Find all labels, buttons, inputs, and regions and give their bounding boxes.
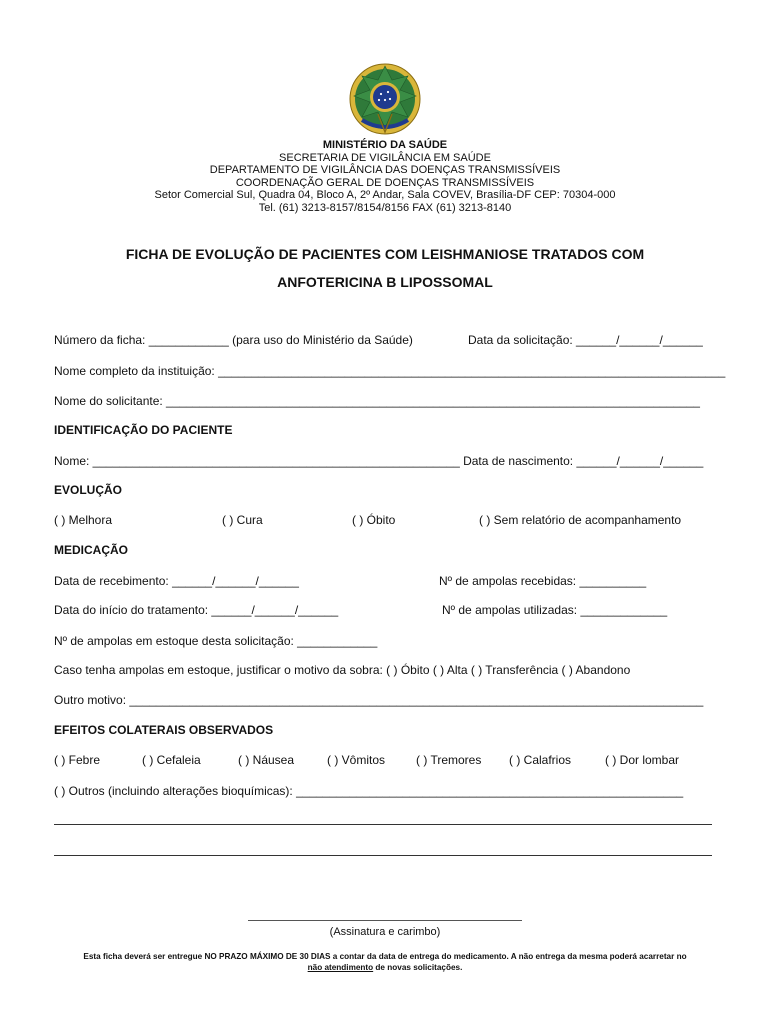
ministry-header xyxy=(0,139,770,215)
brazil-coat-of-arms-seal xyxy=(348,62,422,136)
checkbox-vomitos[interactable]: ( ) Vômitos xyxy=(327,753,386,767)
data-inicio-field[interactable]: Data do início do tratamento: ______/______/______ xyxy=(54,603,339,617)
blank-line-2[interactable] xyxy=(54,855,712,856)
data-recebimento-field[interactable]: Data de recebimento: ______/______/______ xyxy=(54,574,299,588)
instituicao-field[interactable]: Nome completo da instituição: ____________________________________________________________________________ xyxy=(54,364,726,378)
outros-efeitos-field[interactable]: ( ) Outros (incluindo alterações bioquímicas): __________________________________________________________ xyxy=(54,784,684,798)
header-phone: Tel. (61) 3213-8157/8154/8156 FAX (61) 3213-8140 xyxy=(258,201,512,214)
header-coordination: COORDENAÇÃO GERAL DE DOENÇAS TRANSMISSÍVEIS xyxy=(235,176,535,189)
footer-text-1: Esta ficha deverá ser entregue NO PRAZO MÁXIMO DE 30 DIAS a contar da data de entrega do medicamento. A não entrega da mesma poderá acarretar no xyxy=(83,952,687,961)
header-secretariat: SECRETARIA DE VIGILÂNCIA EM SAÚDE xyxy=(279,151,491,164)
header-ministry: MINISTÉRIO DA SAÚDE xyxy=(322,139,448,151)
ampolas-utilizadas-field[interactable]: Nº de ampolas utilizadas: _____________ xyxy=(442,603,668,617)
justificar-sobra-field[interactable]: Caso tenha ampolas em estoque, justificar o motivo da sobra: ( ) Óbito ( ) Alta ( ) Transferência ( ) Abandono xyxy=(54,663,631,677)
footer-text-2: de novas solicitações. xyxy=(373,963,463,972)
checkbox-cefaleia[interactable]: ( ) Cefaleia xyxy=(142,753,201,767)
section-medicacao: MEDICAÇÃO xyxy=(54,543,128,557)
nome-paciente-field[interactable]: Nome: _______________________________________________________ Data de nascimento: ______/______/______ xyxy=(54,454,704,468)
section-identificacao: IDENTIFICAÇÃO DO PACIENTE xyxy=(54,423,233,437)
checkbox-cura[interactable]: ( ) Cura xyxy=(222,513,263,527)
section-efeitos: EFEITOS COLATERAIS OBSERVADOS xyxy=(54,723,274,737)
form-title-line2: ANFOTERICINA B LIPOSSOMAL xyxy=(277,274,493,290)
form-title-line1: FICHA DE EVOLUÇÃO DE PACIENTES COM LEISHMANIOSE TRATADOS COM xyxy=(125,246,645,262)
checkbox-sem-relatorio[interactable]: ( ) Sem relatório de acompanhamento xyxy=(479,513,682,527)
checkbox-nausea[interactable]: ( ) Náusea xyxy=(238,753,295,767)
checkbox-dor-lombar[interactable]: ( ) Dor lombar xyxy=(605,753,680,767)
checkbox-melhora[interactable]: ( ) Melhora xyxy=(54,513,113,527)
ampolas-estoque-field[interactable]: Nº de ampolas em estoque desta solicitação: ____________ xyxy=(54,634,378,648)
signature-line[interactable] xyxy=(248,920,522,921)
checkbox-obito[interactable]: ( ) Óbito xyxy=(352,513,396,527)
footer-underlined: não atendimento xyxy=(307,963,374,972)
footer-notice xyxy=(40,951,730,973)
signature-caption: (Assinatura e carimbo) xyxy=(329,926,441,938)
checkbox-calafrios[interactable]: ( ) Calafrios xyxy=(509,753,572,767)
data-solicitacao-field[interactable]: Data da solicitação: ______/______/______ xyxy=(468,333,703,347)
ampolas-recebidas-field[interactable]: Nº de ampolas recebidas: __________ xyxy=(439,574,647,588)
blank-line-1[interactable] xyxy=(54,824,712,825)
header-address: Setor Comercial Sul, Quadra 04, Bloco A, 2º Andar, Sala COVEV, Brasília-DF CEP: 70304-000 xyxy=(154,189,616,202)
header-department: DEPARTAMENTO DE VIGILÂNCIA DAS DOENÇAS TRANSMISSÍVEIS xyxy=(209,164,561,177)
section-evolucao: EVOLUÇÃO xyxy=(54,483,123,497)
checkbox-tremores[interactable]: ( ) Tremores xyxy=(416,753,482,767)
numero-ficha-field[interactable]: Número da ficha: ____________ (para uso do Ministério da Saúde) xyxy=(54,333,413,347)
checkbox-febre[interactable]: ( ) Febre xyxy=(54,753,101,767)
outro-motivo-field[interactable]: Outro motivo: ______________________________________________________________________________________ xyxy=(54,693,704,707)
solicitante-field[interactable]: Nome do solicitante: ________________________________________________________________________________ xyxy=(54,394,700,408)
